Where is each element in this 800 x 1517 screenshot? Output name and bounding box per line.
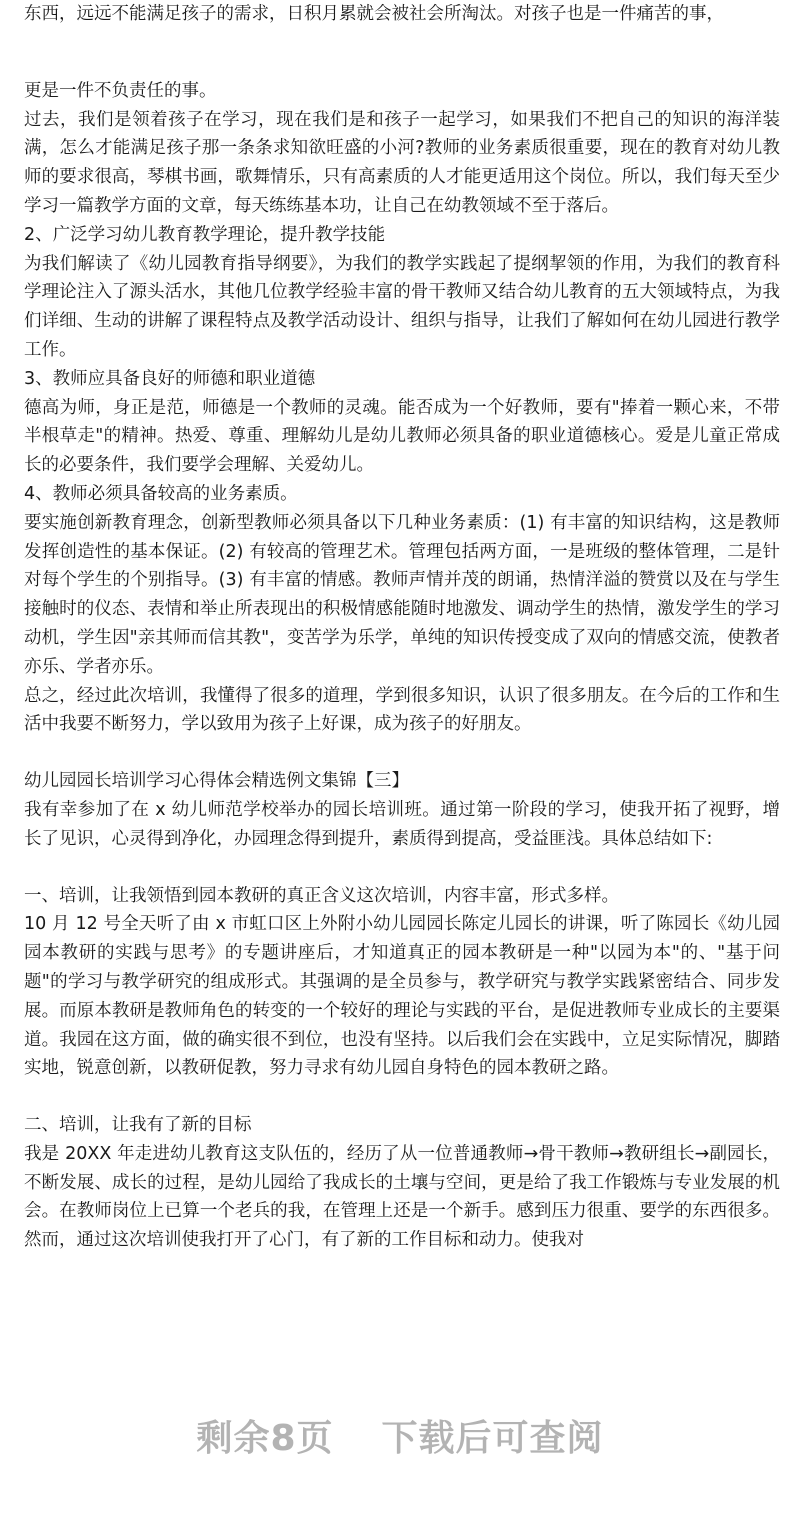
- paragraph-6: 我有幸参加了在 x 幼儿师范学校举办的园长培训班。通过第一阶段的学习，使我开拓了视野，增长了见识，心灵得到净化，办园理念得到提升，素质得到提高，受益匪浅。具体总结如下:: [24, 799, 780, 849]
- heading-4: 4、教师必须具备较高的业务素质。: [24, 483, 298, 504]
- download-hint-label: 下载后可查阅: [381, 1418, 604, 1459]
- remaining-pages-label: 剩余8页: [196, 1418, 334, 1459]
- heading-two: 二、培训，让我有了新的目标: [24, 1115, 252, 1136]
- paragraph-4: 要实施创新教育理念，创新型教师必须具备以下几种业务素质：(1) 有丰富的知识结构，这是教师发挥创造性的基本保证。(2) 有较高的管理艺术。管理包括两方面，一是班级的整体管理，二是针对每个学生的个别指导。(3) 有丰富的情感。教师声情并茂的朗诵，热情洋溢的赞赏以及在与学生接触时的仪态、表情和举止所表现出的积极情感能随时地激发、调动学生的热情，激发学生的学习动机，学生因"亲其师而信其教"，变苦学为乐学，单纯的知识传授变成了双向的情感交流，使教者亦乐、学者亦乐。: [24, 512, 780, 677]
- paragraph-1: 过去，我们是领着孩子在学习，现在我们是和孩子一起学习，如果我们不把自己的知识的海洋装满，怎么才能满足孩子那一条条求知欲旺盛的小河?教师的业务素质很重要，现在的教育对幼儿教师的要求很高，琴棋书画，歌舞情乐，只有高素质的人才能更适用这个岗位。所以，我们每天至少学习一篇教学方面的文章，每天练练基本功，让自己在幼教领域不至于落后。: [24, 109, 780, 216]
- paragraph-7: 10 月 12 号全天听了由 x 市虹口区上外附小幼儿园园长陈定儿园长的讲课，听了陈园长《幼儿园园本教研的实践与思考》的专题讲座后，才知道真正的园本教研是一种"以园为本"的、"基于问题"的学习与教学研究的组成形式。其强调的是全员参与，教学研究与教学实践紧密结合、同步发展。而原本教研是教师角色的转变的一个较好的理论与实践的平台，是促进教师专业成长的主要渠道。我园在这方面，做的确实很不到位，也没有坚持。以后我们会在实践中，立足实际情况，脚踏实地，锐意创新，以教研促教，努力寻求有幼儿园自身特色的园本教研之路。: [24, 914, 780, 1079]
- paragraph-8: 我是 20XX 年走进幼儿教育这支队伍的，经历了从一位普通教师→骨干教师→教研组长→副园长，不断发展、成长的过程，是幼儿园给了我成长的土壤与空间，更是给了我工作锻炼与专业发展的机会。在教师岗位上已算一个老兵的我，在管理上还是一个新手。感到压力很重、要学的东西很多。然而，通过这次培训使我打开了心门，有了新的工作目标和动力。使我对: [24, 1143, 780, 1251]
- paragraph-top-1: 东西，远远不能满足孩子的需求，日积月累就会被社会所淘汰。对孩子也是一件痛苦的事，: [24, 4, 724, 24]
- paragraph-top-2: 更是一件不负责任的事。: [24, 80, 217, 101]
- heading-one: 一、培训，让我领悟到园本教研的真正含义这次培训，内容丰富，形式多样。: [24, 885, 619, 906]
- section-title: 幼儿园园长培训学习心得体会精选例文集锦【三】: [24, 771, 409, 792]
- heading-2: 2、广泛学习幼儿教育教学理论，提升教学技能: [24, 224, 386, 245]
- download-banner[interactable]: [0, 1410, 800, 1461]
- document-body: [24, 0, 780, 1255]
- heading-3: 3、教师应具备良好的师德和职业道德: [24, 368, 316, 389]
- paragraph-3: 德高为师，身正是范，师德是一个教师的灵魂。能否成为一个好教师，要有"捧着一颗心来，不带半根草走"的精神。热爱、尊重、理解幼儿是幼儿教师必须具备的职业道德核心。爱是儿童正常成长的必要条件，我们要学会理解、关爱幼儿。: [24, 397, 780, 476]
- paragraph-5: 总之，经过此次培训，我懂得了很多的道理，学到很多知识，认识了很多朋友。在今后的工作和生活中我要不断努力，学以致用为孩子上好课，成为孩子的好朋友。: [24, 685, 780, 735]
- paragraph-2: 为我们解读了《幼儿园教育指导纲要》，为我们的教学实践起了提纲挈领的作用，为我们的教育科学理论注入了源头活水，其他几位教学经验丰富的骨干教师又结合幼儿教育的五大领域特点，为我们详细、生动的讲解了课程特点及教学活动设计、组织与指导，让我们了解如何在幼儿园进行教学工作。: [24, 253, 780, 360]
